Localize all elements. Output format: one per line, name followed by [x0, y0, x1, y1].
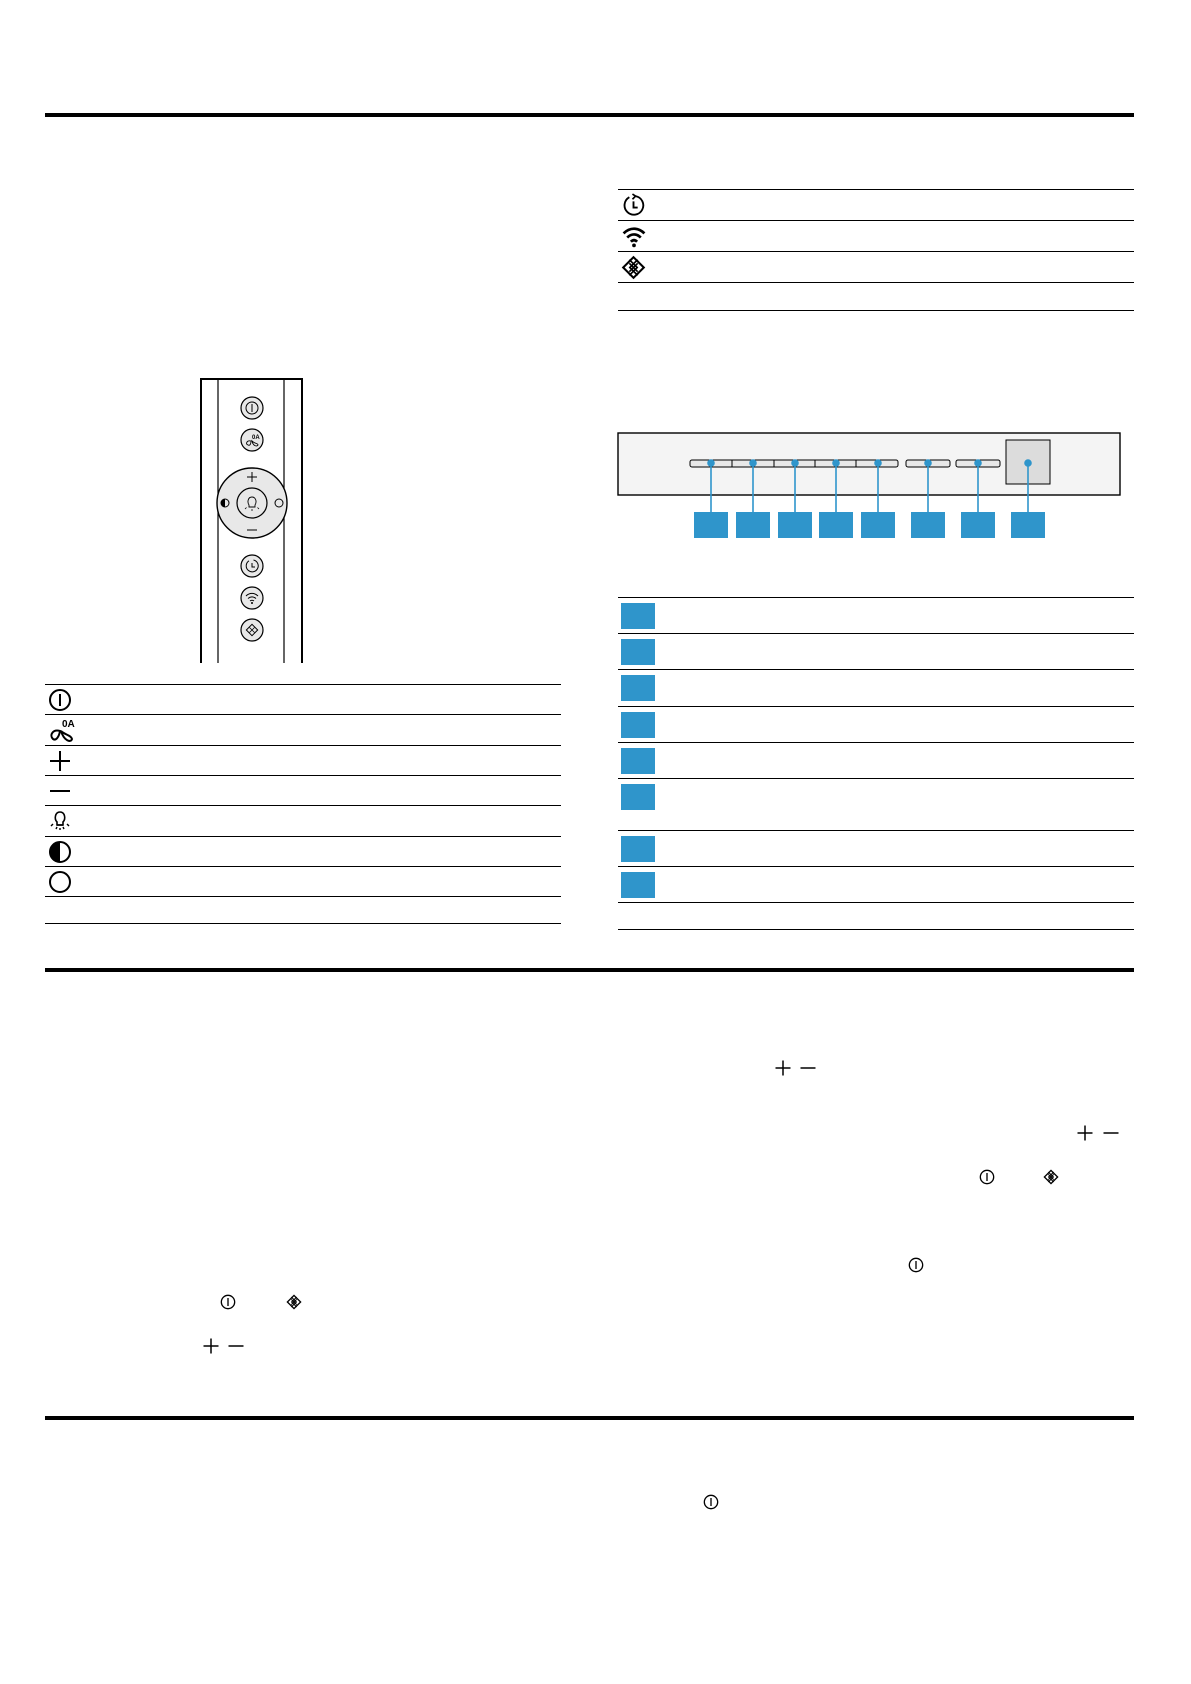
legend-row-fan-auto	[45, 714, 561, 745]
minus-icon	[48, 779, 72, 803]
section-divider-bottom	[45, 1416, 1134, 1420]
plus-icon	[1076, 1124, 1094, 1142]
plus-icon	[202, 1337, 220, 1355]
circle-icon	[48, 870, 72, 894]
callout-marker	[621, 748, 655, 774]
legend-row-minus	[45, 775, 561, 805]
minus-icon	[1102, 1124, 1120, 1142]
remote-wifi-button	[240, 586, 264, 610]
plus-icon	[48, 749, 72, 773]
remote-control-illustration	[195, 378, 315, 663]
control-panel-svg	[616, 430, 1122, 540]
control-panel-diagram	[616, 430, 1122, 540]
legend-row-filter	[618, 251, 1134, 282]
legend-row-circle	[45, 866, 561, 896]
section-divider-middle	[45, 968, 1134, 972]
panel-legend-bottom-rule	[618, 929, 1134, 930]
remote-filter-button	[240, 618, 264, 642]
legend-row-empty	[45, 896, 561, 924]
legend-bottom-rule	[45, 923, 561, 924]
callout-marker	[621, 675, 655, 701]
panel-legend-row-empty	[618, 902, 1134, 930]
panel-legend-row	[618, 830, 1134, 866]
light-bulb-icon	[48, 808, 72, 832]
panel-legend-row	[618, 597, 1134, 633]
minus-icon	[799, 1059, 817, 1077]
power-icon	[703, 1494, 719, 1510]
legend-row-empty	[618, 282, 1134, 311]
legend-row-timer	[618, 189, 1134, 220]
power-icon	[48, 688, 72, 712]
remote-fan-auto-button	[240, 428, 264, 452]
fan-auto-icon	[47, 717, 75, 745]
callout-marker	[621, 639, 655, 665]
svg-text:0A: 0A	[252, 435, 260, 441]
legend-row-power	[45, 684, 561, 714]
legend-row-plus	[45, 745, 561, 775]
power-icon	[979, 1169, 995, 1185]
callout-marker	[621, 712, 655, 738]
minus-icon	[227, 1337, 245, 1355]
panel-legend-row	[618, 633, 1134, 669]
plus-icon	[774, 1059, 792, 1077]
wifi-icon	[620, 224, 648, 249]
section-divider-top	[45, 113, 1134, 117]
remote-dial	[215, 466, 289, 540]
timer-icon	[621, 193, 646, 218]
callout-marker	[621, 836, 655, 862]
legend-bottom-rule	[618, 310, 1134, 311]
callout-marker	[621, 603, 655, 629]
panel-legend-row	[618, 778, 1134, 830]
filter-icon	[1043, 1169, 1059, 1185]
legend-row-half-circle	[45, 836, 561, 866]
panel-legend-row	[618, 669, 1134, 706]
filter-icon	[621, 255, 646, 280]
legend-row-wifi	[618, 220, 1134, 251]
remote-power-button	[240, 396, 264, 420]
callout-marker	[621, 784, 655, 810]
panel-legend-row	[618, 866, 1134, 902]
half-circle-icon	[48, 840, 72, 864]
callout-marker	[621, 872, 655, 898]
power-icon	[908, 1257, 924, 1273]
power-icon	[220, 1294, 236, 1310]
filter-icon	[286, 1294, 302, 1310]
legend-row-light	[45, 805, 561, 836]
panel-legend-row	[618, 742, 1134, 778]
remote-timer-button	[240, 554, 264, 578]
panel-legend-row	[618, 706, 1134, 742]
